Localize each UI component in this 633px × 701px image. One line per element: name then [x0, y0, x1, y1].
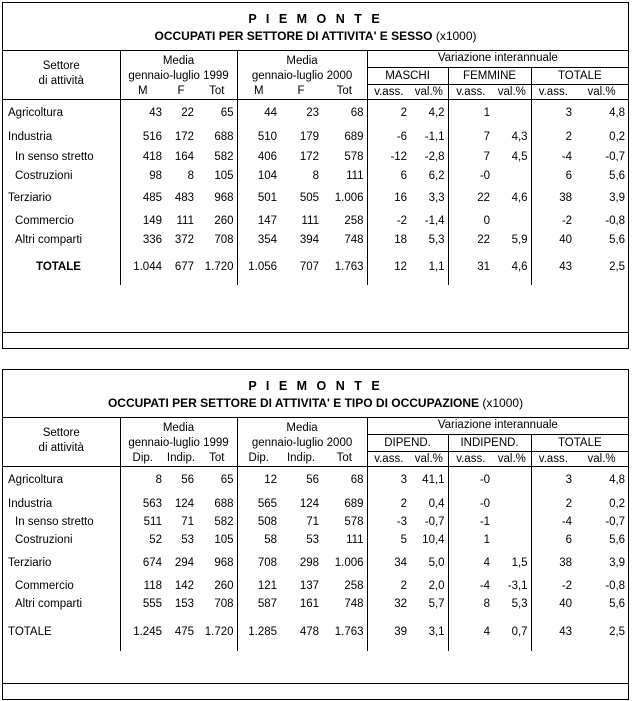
table-cell: 56: [181, 474, 194, 487]
col-dip: Dip.: [120, 451, 165, 466]
row-label: Industria: [8, 131, 53, 143]
table-cell: 32: [367, 595, 410, 613]
table-cell: 71: [181, 516, 194, 528]
table-cell: 0: [448, 211, 493, 230]
table-cell: -4: [531, 147, 575, 166]
table-cell: 968: [214, 192, 234, 204]
region-title: P I E M O N T E: [248, 12, 383, 26]
group-females: FEMMINE: [448, 67, 531, 84]
row-label: In senso stretto: [15, 150, 94, 163]
table-cell: 172: [299, 150, 320, 163]
table-cell: 71: [306, 516, 320, 528]
table-cell: 7: [448, 147, 493, 166]
table-row: [3, 166, 628, 185]
table-cell: -2: [531, 211, 575, 230]
table-cell: 475: [174, 626, 194, 638]
table-row: [3, 99, 628, 127]
row-label: Industria: [8, 497, 53, 510]
group-total: TOTALE: [531, 434, 628, 451]
table-cell: 179: [299, 131, 320, 143]
table-cell: 6: [531, 166, 575, 185]
table-cell: 53: [306, 534, 320, 546]
period-1999: gennaio-luglio 1999: [120, 434, 237, 451]
table-cell: 1.285: [237, 613, 280, 651]
table-cell: 1: [448, 99, 493, 127]
table-cell: 52: [120, 531, 165, 549]
table-cell: 1.763: [334, 261, 364, 273]
table-cell: 1: [448, 531, 493, 549]
table-cell: 748: [344, 598, 364, 610]
table-row: [3, 531, 628, 549]
table-cell: 8: [312, 169, 320, 182]
table-cell: 104: [237, 166, 280, 185]
table-cell: 147: [237, 211, 280, 230]
table-cell: 708: [214, 233, 234, 246]
table-title: OCCUPATI PER SETTORE DI ATTIVITA' E TIPO DI OCCUPAZIONE (x1000): [107, 396, 524, 410]
table-cell: 478: [299, 626, 320, 638]
table-cell: [493, 99, 531, 127]
table-cell: 418: [120, 147, 165, 166]
table-cell: -12: [367, 147, 410, 166]
table-cell: 22: [448, 185, 493, 211]
col-indip: Indip.: [280, 451, 322, 466]
group-males: MASCHI: [367, 67, 448, 84]
media-label: Media: [237, 50, 367, 67]
table-cell: 4,6: [511, 192, 528, 204]
col-valp: val.%: [493, 451, 531, 466]
table-cell: 31: [448, 249, 493, 285]
table-panel-sex: [2, 2, 629, 349]
table-cell: 689: [344, 497, 364, 510]
row-label: TOTALE: [36, 261, 81, 273]
row-label: Agricoltura: [8, 107, 63, 120]
row-label: Commercio: [15, 580, 74, 592]
col-m: M: [120, 84, 165, 99]
period-2000: gennaio-luglio 2000: [237, 434, 367, 451]
table-cell: 485: [120, 185, 165, 211]
table-cell: 68: [350, 107, 364, 120]
table-cell: 5: [367, 531, 410, 549]
table-cell: 3,9: [609, 192, 626, 204]
col-vass: v.ass.: [448, 451, 493, 466]
table-cell: 372: [174, 233, 194, 246]
table-cell: 4,8: [609, 107, 626, 120]
table-row: [3, 613, 628, 651]
table-cell: 1.763: [334, 626, 364, 638]
table-cell: -0,7: [605, 516, 626, 528]
table-cell: -1,1: [424, 131, 445, 143]
table-cell: 2: [367, 494, 410, 513]
table-cell: 2: [531, 127, 575, 147]
table-cell: 149: [120, 211, 165, 230]
table-cell: 674: [120, 549, 165, 577]
col-vass: v.ass.: [367, 451, 410, 466]
data-table: [3, 50, 628, 285]
table-cell: 0,4: [428, 497, 445, 510]
table-cell: 22: [448, 230, 493, 249]
table-cell: 688: [214, 131, 234, 143]
table-cell: 124: [174, 497, 194, 510]
table-cell: 44: [237, 99, 280, 127]
table-cell: 5,6: [609, 534, 626, 546]
table-cell: -2,8: [424, 150, 445, 163]
table-cell: 6: [531, 531, 575, 549]
table-cell: 12: [237, 466, 280, 494]
table-footer: [3, 683, 628, 699]
table-cell: 2,0: [428, 580, 445, 592]
table-cell: 587: [237, 595, 280, 613]
table-cell: 118: [120, 577, 165, 595]
table-cell: -1,4: [424, 214, 445, 227]
col-vass: v.ass.: [367, 84, 410, 99]
table-cell: 3,3: [428, 192, 445, 204]
table-header: [3, 3, 628, 51]
unit-label: (x1000): [482, 396, 524, 410]
col-valp: val.%: [410, 451, 448, 466]
table-row: [3, 230, 628, 249]
table-cell: 40: [531, 595, 575, 613]
table-cell: -0,7: [424, 516, 445, 528]
col-valp: val.%: [575, 451, 628, 466]
table-cell: 4,3: [511, 131, 528, 143]
table-cell: 6: [367, 166, 410, 185]
table-cell: 98: [120, 166, 165, 185]
table-cell: 43: [531, 249, 575, 285]
row-label: Altri comparti: [15, 598, 83, 610]
table-body: [3, 99, 628, 285]
table-cell: 260: [214, 214, 234, 227]
table-cell: 124: [299, 497, 320, 510]
table-cell: 5,7: [428, 598, 445, 610]
col-valp: val.%: [410, 84, 448, 99]
table-cell: 1.044: [120, 249, 165, 285]
table-cell: 1.056: [237, 249, 280, 285]
table-cell: 582: [214, 150, 234, 163]
table-cell: 510: [237, 127, 280, 147]
col-valp: val.%: [493, 84, 531, 99]
table-cell: 707: [299, 261, 320, 273]
col-f: F: [165, 84, 197, 99]
table-cell: 0,2: [609, 131, 626, 143]
table-cell: [493, 466, 531, 494]
table-cell: 111: [176, 214, 194, 227]
table-cell: 5,9: [511, 233, 528, 246]
table-cell: 22: [181, 107, 194, 120]
col-indip: Indip.: [166, 452, 196, 465]
table-cell: 43: [120, 99, 165, 127]
table-cell: 582: [214, 516, 234, 528]
row-label: Costruzioni: [15, 169, 73, 182]
group-total: TOTALE: [531, 67, 628, 84]
table-header: [3, 370, 628, 418]
table-footer: [3, 332, 628, 348]
table-cell: 2,5: [609, 626, 626, 638]
table-cell: 8: [120, 466, 165, 494]
col-valp: val.%: [575, 84, 628, 99]
table-cell: 137: [299, 580, 320, 592]
table-cell: 68: [350, 474, 364, 487]
table-cell: 2: [367, 99, 410, 127]
table-cell: 4,2: [428, 107, 445, 120]
table-cell: 0,7: [511, 626, 528, 638]
table-cell: 5,3: [511, 598, 528, 610]
table-body: [3, 466, 628, 651]
table-cell: 121: [237, 577, 280, 595]
row-label: Terziario: [8, 192, 52, 204]
table-cell: 105: [214, 169, 234, 182]
table-cell: -2: [531, 577, 575, 595]
table-row: [3, 466, 628, 494]
table-cell: 5,3: [428, 233, 445, 246]
table-cell: 40: [531, 230, 575, 249]
table-cell: 23: [306, 107, 320, 120]
table-row: [3, 147, 628, 166]
row-label: Costruzioni: [15, 534, 73, 546]
period-1999: gennaio-luglio 1999: [120, 67, 237, 84]
table-cell: 111: [346, 534, 364, 546]
table-cell: 3: [531, 466, 575, 494]
table-cell: 511: [120, 513, 165, 531]
table-cell: 58: [237, 531, 280, 549]
row-label: TOTALE: [8, 626, 52, 638]
table-cell: 677: [174, 261, 194, 273]
table-cell: 4,6: [511, 261, 528, 273]
table-cell: 394: [299, 233, 320, 246]
table-cell: 3,1: [428, 626, 445, 638]
table-cell: 2: [531, 494, 575, 513]
table-row: [3, 185, 628, 211]
table-cell: -4: [448, 577, 493, 595]
table-cell: 258: [344, 214, 364, 227]
table-panel-occupation: [2, 369, 629, 700]
table-cell: 578: [344, 150, 364, 163]
table-row: [3, 494, 628, 513]
table-cell: -0,8: [605, 580, 626, 592]
table-cell: 65: [220, 474, 234, 487]
table-row: [3, 513, 628, 531]
media-label: Media: [237, 417, 367, 434]
table-cell: -0,7: [605, 150, 626, 163]
table-cell: 12: [367, 249, 410, 285]
region-title: P I E M O N T E: [248, 379, 383, 393]
table-cell: 8: [187, 169, 194, 182]
table-cell: 2: [367, 577, 410, 595]
table-cell: 1.720: [204, 261, 234, 273]
table-cell: 164: [174, 150, 194, 163]
variation-header: Variazione interannuale: [367, 417, 628, 434]
table-cell: 4,8: [609, 474, 626, 487]
table-cell: 578: [344, 516, 364, 528]
table-cell: 1.006: [334, 192, 364, 204]
table-cell: 258: [344, 580, 364, 592]
table-cell: 2,5: [609, 261, 626, 273]
table-cell: -1: [448, 513, 493, 531]
col-tot: Tot: [322, 84, 367, 99]
table-cell: -0: [448, 494, 493, 513]
table-cell: 508: [237, 513, 280, 531]
table-cell: 1.720: [204, 626, 234, 638]
table-cell: 153: [174, 598, 194, 610]
table-cell: 7: [448, 127, 493, 147]
table-cell: 260: [214, 580, 234, 592]
col-vass: v.ass.: [531, 451, 575, 466]
table-cell: 18: [367, 230, 410, 249]
row-label: Commercio: [15, 214, 74, 227]
table-cell: -3,1: [507, 580, 528, 592]
table-cell: 555: [120, 595, 165, 613]
table-cell: [493, 494, 531, 513]
table-row: [3, 549, 628, 577]
row-label: Altri comparti: [15, 233, 83, 246]
table-cell: 53: [181, 534, 194, 546]
table-cell: 1,5: [511, 557, 528, 569]
table-cell: 6,2: [428, 169, 445, 182]
table-cell: 161: [299, 598, 320, 610]
table-row: [3, 577, 628, 595]
table-cell: 4: [448, 613, 493, 651]
table-cell: 336: [120, 230, 165, 249]
table-row: [3, 595, 628, 613]
table-cell: 172: [174, 131, 194, 143]
col-vass: v.ass.: [531, 84, 575, 99]
row-label: Terziario: [8, 557, 52, 569]
period-2000: gennaio-luglio 2000: [237, 67, 367, 84]
table-cell: 142: [174, 580, 194, 592]
group-employees: DIPEND.: [367, 434, 448, 451]
table-cell: 1,1: [428, 261, 445, 273]
table-cell: 688: [214, 497, 234, 510]
table-cell: 1.006: [334, 557, 364, 569]
table-cell: 3: [531, 99, 575, 127]
table-cell: 406: [237, 147, 280, 166]
table-cell: -4: [531, 513, 575, 531]
table-cell: 38: [531, 185, 575, 211]
media-label: Media: [120, 417, 237, 434]
table-cell: 38: [531, 549, 575, 577]
table-cell: 563: [120, 494, 165, 513]
table-cell: 65: [220, 107, 234, 120]
table-cell: 708: [237, 549, 280, 577]
table-cell: 5,6: [609, 233, 626, 246]
data-table: [3, 417, 628, 651]
table-cell: 111: [301, 214, 320, 227]
row-label: In senso stretto: [15, 516, 94, 528]
media-label: Media: [120, 50, 237, 67]
table-cell: 516: [120, 127, 165, 147]
group-self-employed: INDIPEND.: [448, 434, 531, 451]
sector-header: Settore di attività: [3, 417, 120, 466]
table-cell: -0: [448, 166, 493, 185]
table-cell: 505: [299, 192, 320, 204]
table-cell: -6: [367, 127, 410, 147]
table-cell: 483: [174, 192, 194, 204]
table-cell: 105: [214, 534, 234, 546]
table-cell: 0,2: [609, 497, 626, 510]
table-cell: -0: [448, 466, 493, 494]
table-cell: 354: [237, 230, 280, 249]
table-cell: 41,1: [422, 474, 445, 487]
table-cell: [493, 211, 531, 230]
table-title: OCCUPATI PER SETTORE DI ATTIVITA' E SESSO (x1000): [154, 29, 477, 43]
table-cell: 708: [214, 598, 234, 610]
table-cell: 16: [367, 185, 410, 211]
table-cell: 294: [174, 557, 194, 569]
table-cell: 565: [237, 494, 280, 513]
table-cell: 56: [306, 474, 320, 487]
table-cell: 1.245: [120, 613, 165, 651]
col-m: M: [237, 84, 280, 99]
sector-header: Settore di attività: [3, 50, 120, 99]
table-cell: 5,6: [609, 169, 626, 182]
table-cell: 111: [346, 169, 364, 182]
table-cell: 689: [344, 131, 364, 143]
table-row: [3, 127, 628, 147]
table-cell: 39: [367, 613, 410, 651]
table-cell: 34: [367, 549, 410, 577]
table-cell: -2: [367, 211, 410, 230]
table-cell: 3: [367, 466, 410, 494]
table-cell: 5,0: [428, 557, 445, 569]
table-cell: 3,9: [609, 557, 626, 569]
col-tot: Tot: [197, 84, 237, 99]
col-tot: Tot: [197, 451, 237, 466]
table-cell: 5,6: [609, 598, 626, 610]
table-cell: 501: [237, 185, 280, 211]
row-label: Agricoltura: [8, 474, 63, 487]
table-cell: [493, 531, 531, 549]
col-dip: Dip.: [237, 451, 280, 466]
col-tot: Tot: [322, 451, 367, 466]
table-cell: 4: [448, 549, 493, 577]
table-cell: [493, 166, 531, 185]
table-cell: 8: [448, 595, 493, 613]
table-cell: -3: [367, 513, 410, 531]
variation-header: Variazione interannuale: [367, 50, 628, 67]
col-f: F: [280, 84, 322, 99]
table-cell: -0,8: [605, 214, 626, 227]
table-cell: 748: [344, 233, 364, 246]
table-cell: 968: [214, 557, 234, 569]
table-row: [3, 249, 628, 285]
table-cell: [493, 513, 531, 531]
unit-label: (x1000): [435, 29, 477, 43]
table-cell: 43: [531, 613, 575, 651]
table-cell: 298: [299, 557, 320, 569]
col-vass: v.ass.: [448, 84, 493, 99]
table-cell: 4,5: [511, 150, 528, 163]
table-row: [3, 211, 628, 230]
table-cell: 10,4: [422, 534, 445, 546]
